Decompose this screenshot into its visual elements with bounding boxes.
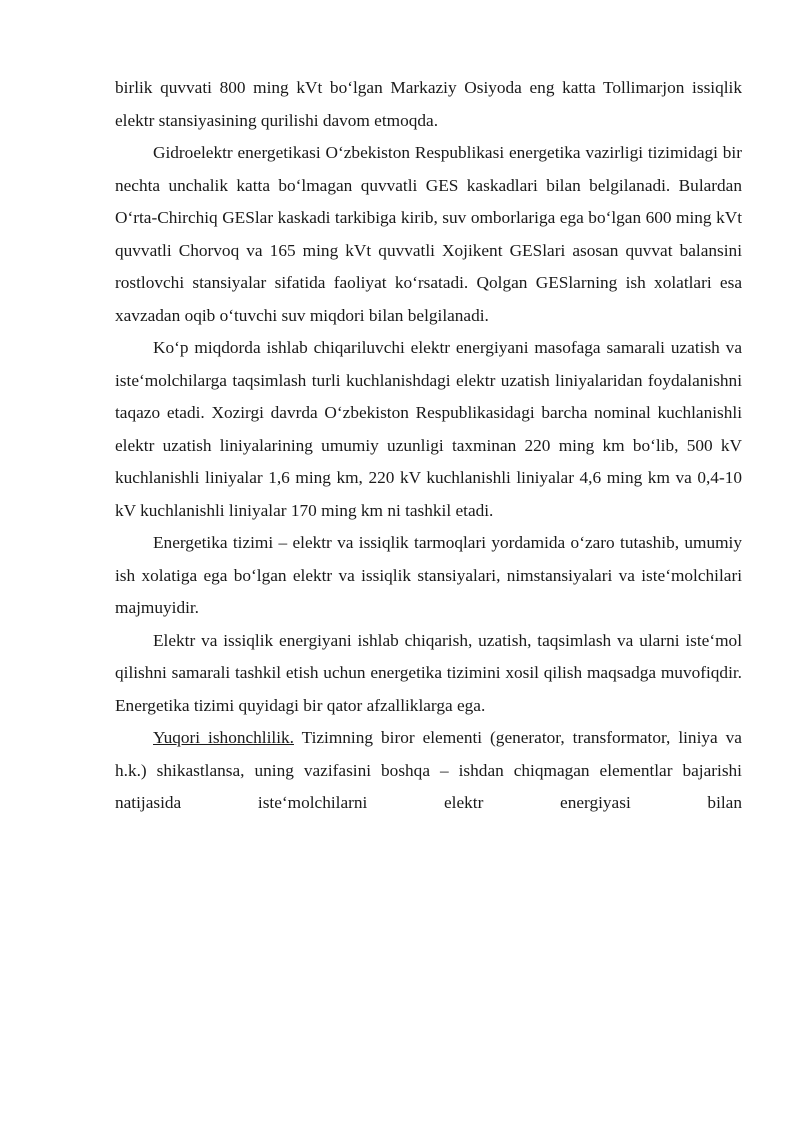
paragraph-transmission-lines: Ko‘p miqdorda ishlab chiqariluvchi elektr energiyani masofaga samarali uzatish va iste‘molchilarga taqsimlash turli kuchlanishdagi elektr uzatish liniyalaridan foydalanishni taqazo etadi. Xozirgi davrda O‘zbekiston Respublikasidagi barcha nominal kuchlanishli elektr uzatish liniyalarining umumiy uzunligi taxminan 220 ming km bo‘lib, 500 kV kuchlanishli liniyalar 1,6 ming km, 220 kV kuchlanishli liniyalar 4,6 ming km va 0,4-10 kV kuchlanishli liniyalar 170 ming km ni tashkil etadi. <box>115 338 742 520</box>
paragraph-high-reliability-text: Tizimning biror elementi (generator, transformator, liniya va h.k.) shikastlansa, uning vazifasini boshqa – ishdan chiqmagan elementlar bajarishi natijasida iste‘molchilarni elektr energiyasi bilan <box>115 728 742 812</box>
paragraph-energy-system-advantages: Elektr va issiqlik energiyani ishlab chiqarish, uzatish, taqsimlash va ularni iste‘mol qilishni samarali tashkil etish uchun energetika tizimini xosil qilish maqsadga muvofiqdir. Energetika tizimi quyidagi bir qator afzalliklarga ega. <box>115 630 742 715</box>
paragraph-high-reliability <box>115 722 742 820</box>
paragraph-hydro-energy: Gidroelektr energetikasi O‘zbekiston Respublikasi energetika vazirligi tizimidagi bir nechta unchalik katta bo‘lmagan quvvatli GES kaskadlari bilan belgilanadi. Bulardan O‘rta-Chirchiq GESlar kaskadi tarkibiga kirib, suv omborlariga ega bo‘lgan 600 ming kVt quvvatli Chorvoq va 165 ming kVt quvvatli Xojikent GESlari asosan quvvat balansini rostlovchi stansiyalar sifatida faoliyat ko‘rsatadi. Qolgan GESlarning ish xolatlari esa xavzadan oqib o‘tuvchi suv miqdori bilan belgilanadi. <box>115 143 742 325</box>
paragraph-energy-system-definition: Energetika tizimi – elektr va issiqlik tarmoqlari yordamida o‘zaro tutashib, umumiy ish xolatiga ega bo‘lgan elektr va issiqlik stansiyalari, nimstansiyalari va iste‘molchilari majmuyidir. <box>115 533 742 617</box>
document-page <box>115 72 742 820</box>
section-heading-high-reliability: Yuqori ishonchlilik. <box>153 728 294 747</box>
paragraph-station-construction: birlik quvvati 800 ming kVt bo‘lgan Markaziy Osiyoda eng katta Tollimarjon issiqlik elektr stansiyasining qurilishi davom etmoqda. <box>115 78 742 130</box>
